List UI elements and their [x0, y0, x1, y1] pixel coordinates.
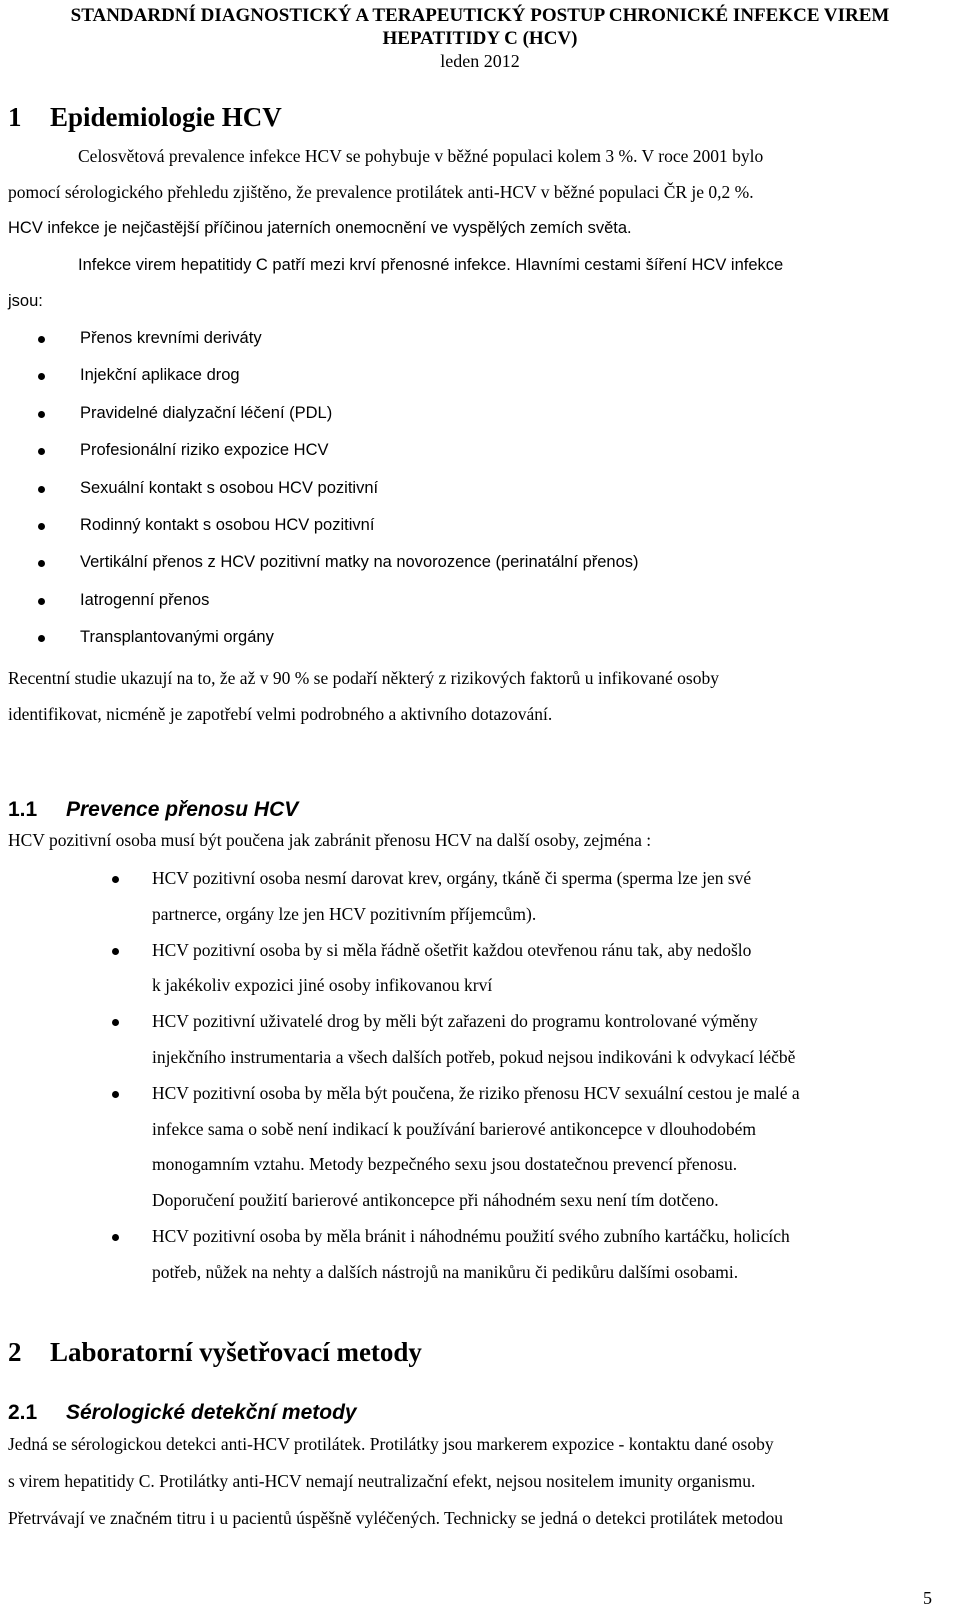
list-item-line: monogamním vztahu. Metody bezpečného sexu jsou dostatečnou prevencí přenosu.: [152, 1154, 738, 1175]
list-item: [0, 1004, 800, 1076]
list-item: Rodinný kontakt s osobou HCV pozitivní: [0, 507, 639, 544]
list-item: Přenos krevními deriváty: [0, 320, 639, 357]
list-item: Injekční aplikace drog: [0, 357, 639, 394]
serology-line2: s virem hepatitidy C. Protilátky anti-HCV nemají neutralizační efekt, nejsou nositelem imunity organismu.: [8, 1471, 756, 1491]
list-item-line: potřeb, nůžek na nehty a dalších nástrojů na manikůru či pedikůru dalšími osobami.: [152, 1261, 739, 1282]
list-item-line: HCV pozitivní osoba by si měla řádně ošetřit každou otevřenou ránu tak, aby nedošlo: [152, 939, 752, 960]
serology-line3: Přetrvávají ve značném titru i u pacientů úspěšně vyléčených. Technicky se jedná o detekci protilátek metodou: [8, 1508, 783, 1528]
page-number: 5: [923, 1588, 932, 1608]
paragraph-study-line1: Recentní studie ukazují na to, že až v 90 % se podaří některý z rizikových faktorů u infikované osoby: [8, 668, 719, 688]
section-1-1-number: 1.1: [8, 798, 38, 821]
section-1-1-heading: [8, 797, 298, 823]
list-item-line: k jakékoliv expozici jiné osoby infikovanou krví: [152, 975, 493, 996]
section-2-number: 2: [8, 1337, 22, 1367]
section-1-title: Epidemiologie HCV: [50, 102, 282, 132]
list-item: [0, 1219, 800, 1291]
paragraph-prevalence-line3: HCV infekce je nejčastější příčinou jaterních onemocnění ve vyspělých zemích světa.: [8, 219, 632, 237]
list-item: Transplantovanými orgány: [0, 619, 639, 656]
list-item: Vertikální přenos z HCV pozitivní matky na novorozence (perinatální přenos): [0, 544, 639, 581]
section-1-number: 1: [8, 102, 22, 132]
list-item-line: HCV pozitivní osoba by měla být poučena, že riziko přenosu HCV sexuální cestou je malé a: [152, 1082, 800, 1103]
paragraph-routes-line1: Infekce virem hepatitidy C patří mezi krví přenosné infekce. Hlavními cestami šíření HCV infekce: [78, 256, 784, 274]
list-item-line: HCV pozitivní osoba nesmí darovat krev, orgány, tkáně či sperma (sperma lze jen své: [152, 868, 752, 888]
list-item: Iatrogenní přenos: [0, 582, 639, 619]
section-2-1-title: Sérologické detekční metody: [66, 1401, 357, 1424]
section-1-1-title: Prevence přenosu HCV: [66, 798, 299, 821]
section-2-1-number: 2.1: [8, 1401, 38, 1424]
prevention-list: [0, 861, 800, 1291]
list-item-line: Doporučení použití barierové antikoncepce při náhodném sexu není tím dotčeno.: [152, 1190, 719, 1211]
paragraph-prevalence-line2: pomocí sérologického přehledu zjištěno, že prevalence protilátek anti-HCV v běžné populaci ČR je 0,2 %.: [8, 182, 754, 202]
list-item-line: HCV pozitivní osoba by měla bránit i náhodnému použití svého zubního kartáčku, holicích: [152, 1225, 790, 1246]
list-item: Pravidelné dialyzační léčení (PDL): [0, 395, 639, 432]
list-item-line: infekce sama o sobě není indikací k používání barierové antikoncepce v dlouhodobém: [152, 1118, 757, 1139]
paragraph-prevalence-line1: Celosvětová prevalence infekce HCV se pohybuje v běžné populaci kolem 3 %. V roce 2001 bylo: [78, 146, 764, 166]
list-item-line: partnerce, orgány lze jen HCV pozitivním příjemcům).: [152, 903, 537, 924]
transmission-routes-list: [0, 320, 639, 657]
list-item: Sexuální kontakt s osobou HCV pozitivní: [0, 470, 639, 507]
section-2-heading: [8, 1336, 422, 1368]
prevention-intro: HCV pozitivní osoba musí být poučena jak zabránit přenosu HCV na další osoby, zejména :: [8, 830, 652, 850]
section-2-title: Laboratorní vyšetřovací metody: [50, 1337, 422, 1367]
paragraph-routes-line2: jsou:: [8, 292, 43, 310]
paragraph-study-line2: identifikovat, nicméně je zapotřebí velmi podrobného a aktivního dotazování.: [8, 704, 553, 724]
list-item-line: HCV pozitivní uživatelé drog by měli být zařazeni do programu kontrolované výměny: [152, 1011, 758, 1032]
section-2-1-heading: [8, 1400, 357, 1426]
document-header: [0, 4, 960, 73]
list-item: Profesionální riziko expozice HCV: [0, 432, 639, 469]
document-title-line2: HEPATITIDY C (HCV): [382, 28, 578, 49]
section-1-heading: [8, 101, 282, 133]
document-title-line1: STANDARDNÍ DIAGNOSTICKÝ A TERAPEUTICKÝ POSTUP CHRONICKÉ INFEKCE VIREM: [70, 5, 890, 26]
list-item: [0, 933, 800, 1005]
document-date: leden 2012: [440, 51, 520, 71]
list-item: [0, 861, 800, 933]
list-item-line: injekčního instrumentaria a všech dalších potřeb, pokud nejsou indikováni k odvykací léčbě: [152, 1046, 796, 1067]
list-item: [0, 1076, 800, 1219]
serology-line1: Jedná se sérologickou detekci anti-HCV protilátek. Protilátky jsou markerem expozice - kontaktu dané osoby: [8, 1434, 774, 1454]
